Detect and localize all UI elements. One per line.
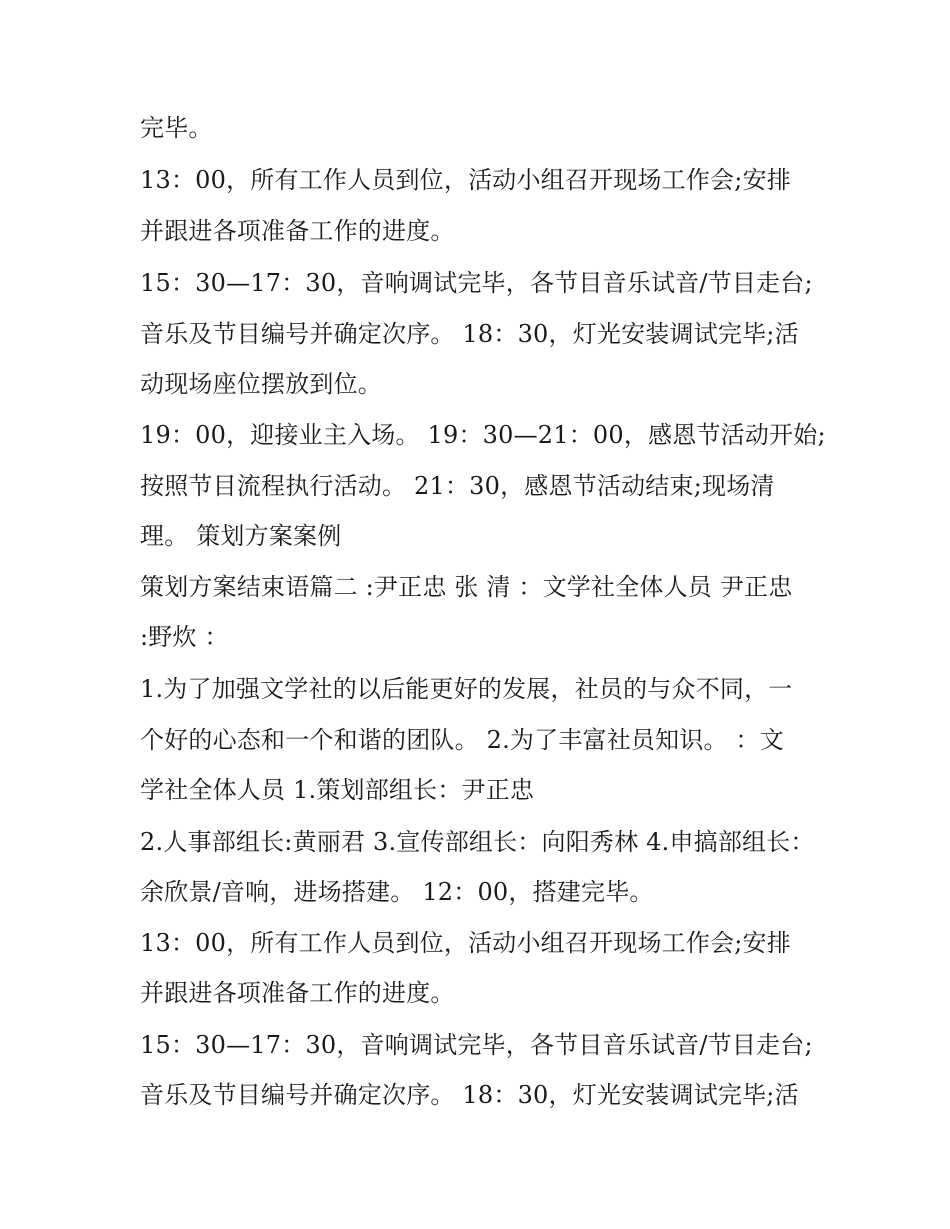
text-line: 策划方案结束语篇二 :尹正忠 张 清 ：文学社全体人员 尹正忠 xyxy=(140,573,793,601)
text-line: 余欣景/音响，进场搭建。 12：00，搭建完毕。 xyxy=(140,878,654,906)
text-line: 完毕。 xyxy=(140,114,213,142)
text-line: 音乐及节目编号并确定次序。 18：30，灯光安装调试完毕;活 xyxy=(140,320,799,348)
text-line: 19：00，迎接业主入场。 19：30—21：00，感恩节活动开始; xyxy=(140,421,826,449)
text-line: 并跟进各项准备工作的进度。 xyxy=(140,979,455,1007)
text-line: 15：30—17：30，音响调试完毕，各节目音乐试音/节目走台; xyxy=(140,1031,813,1059)
text-line: 理。 策划方案案例 xyxy=(140,522,342,550)
text-line: 按照节目流程执行活动。 21：30，感恩节活动结束;现场清 xyxy=(140,472,775,500)
text-line: 动现场座位摆放到位。 xyxy=(140,370,382,398)
text-line: 音乐及节目编号并确定次序。 18：30，灯光安装调试完毕;活 xyxy=(140,1081,799,1109)
text-line: 15：30—17：30，音响调试完毕，各节目音乐试音/节目走台; xyxy=(140,269,813,297)
text-line: 13：00，所有工作人员到位，活动小组召开现场工作会;安排 xyxy=(140,929,791,957)
text-line: 13：00，所有工作人员到位，活动小组召开现场工作会;安排 xyxy=(140,166,791,194)
text-line: 个好的心态和一个和谐的团队。 2.为了丰富社员知识。 ：文 xyxy=(140,726,784,754)
text-line: 学社全体人员 1.策划部组长：尹正忠 xyxy=(140,776,535,804)
text-line: 1.为了加强文学社的以后能更好的发展，社员的与众不同，一 xyxy=(140,675,793,703)
text-line: 并跟进各项准备工作的进度。 xyxy=(140,217,455,245)
text-line: :野炊 ： xyxy=(140,623,229,651)
text-line: 2.人事部组长:黄丽君 3.宣传部组长：向阳秀林 4.申搞部组长： xyxy=(140,828,815,856)
